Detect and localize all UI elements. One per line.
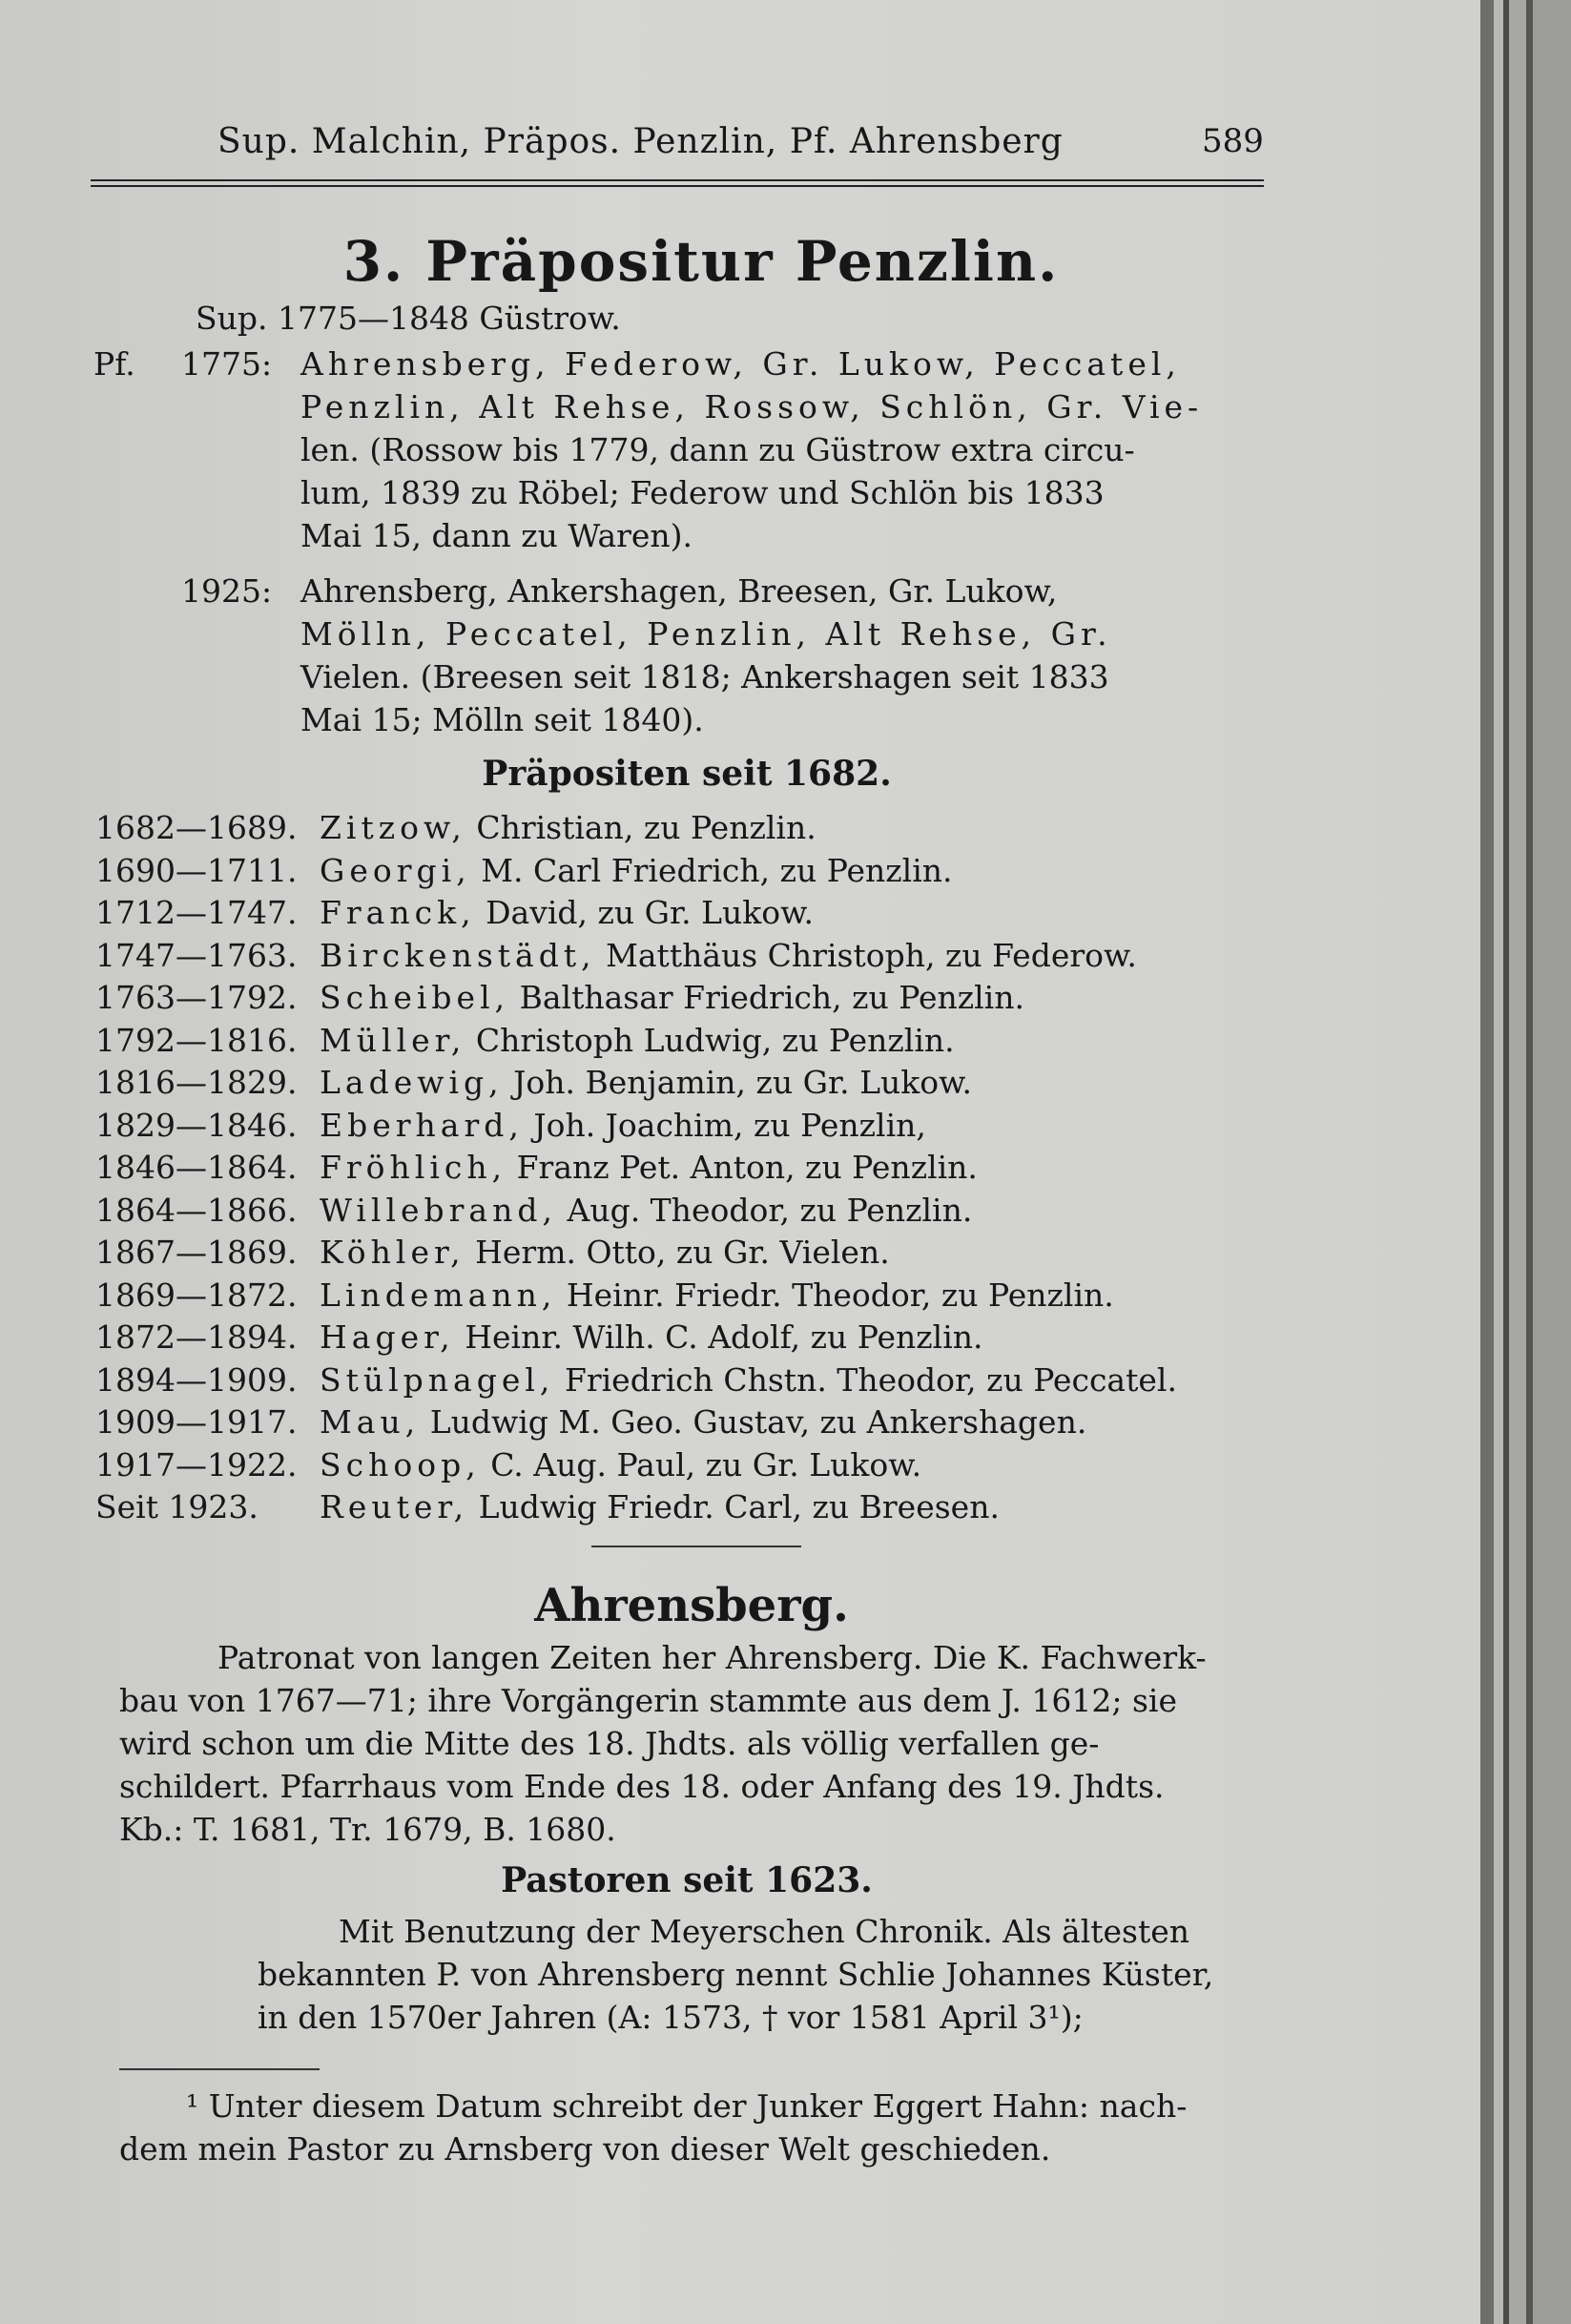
praepositen-entry [320, 1149, 978, 1186]
praepositen-years: 1690—1711. [95, 852, 298, 889]
praepositus-surname: Mau, [320, 1403, 421, 1441]
praepositus-surname: Hager, [320, 1318, 455, 1356]
pf-1775-line: len. (Rossow bis 1779, dann zu Güstrow extra circu- [300, 431, 1135, 468]
praepositus-details: Balthasar Friedrich, zu Penzlin. [519, 979, 1024, 1016]
praepositus-surname: Franck, [320, 894, 476, 931]
praepositen-years: 1682—1689. [95, 809, 298, 846]
praepositen-entry [320, 1064, 972, 1101]
praepositen-entry [320, 979, 1024, 1016]
footnote-line: ¹ Unter diesem Datum schreibt der Junker Eggert Hahn: nach- [186, 2087, 1188, 2125]
ahrensberg-heading: Ahrensberg. [534, 1579, 849, 1632]
praepositus-details: Matthäus Christoph, zu Federow. [606, 937, 1137, 974]
praepositen-heading: Präpositen seit 1682. [482, 754, 892, 794]
praepositen-entry [320, 1361, 1177, 1399]
pf-1775-line: Ahrensberg, Federow, Gr. Lukow, Peccatel, [300, 345, 1181, 383]
header-rule [91, 185, 1264, 187]
praepositus-details: Franz Pet. Anton, zu Penzlin. [516, 1149, 978, 1186]
pf-1925-line: Vielen. (Breesen seit 1818; Ankershagen seit 1833 [300, 658, 1109, 695]
ahrensberg-paragraph-line: Kb.: T. 1681, Tr. 1679, B. 1680. [119, 1811, 616, 1848]
praepositen-entry [320, 809, 817, 846]
pf-1925-line: Mölln, Peccatel, Penzlin, Alt Rehse, Gr. [300, 615, 1112, 653]
praepositus-details: Joh. Benjamin, zu Gr. Lukow. [513, 1064, 972, 1101]
praepositus-surname: Willebrand, [320, 1192, 557, 1229]
pastoren-paragraph-line: bekannten P. von Ahrensberg nennt Schlie Johannes Küster, [258, 1956, 1214, 1993]
praepositen-entry [320, 852, 953, 889]
praepositus-surname: Köhler, [320, 1234, 465, 1271]
praepositus-details: M. Carl Friedrich, zu Penzlin. [481, 852, 953, 889]
praepositus-details: Heinr. Friedr. Theodor, zu Penzlin. [566, 1276, 1114, 1314]
running-title: Sup. Malchin, Präpos. Penzlin, Pf. Ahrensberg [217, 122, 1064, 161]
praepositus-details: Ludwig M. Geo. Gustav, zu Ankershagen. [429, 1403, 1087, 1441]
page-edge [1494, 0, 1503, 2324]
praepositen-years: 1894—1909. [95, 1361, 298, 1399]
praepositen-years: 1846—1864. [95, 1149, 298, 1186]
praepositus-details: Friedrich Chstn. Theodor, zu Peccatel. [564, 1361, 1177, 1399]
praepositen-years: 1917—1922. [95, 1446, 298, 1484]
praepositen-entry [320, 1234, 890, 1271]
praepositen-years: 1763—1792. [95, 979, 298, 1016]
praepositen-years: Seit 1923. [95, 1488, 258, 1525]
praepositen-years: 1872—1894. [95, 1318, 298, 1356]
praepositus-details: Aug. Theodor, zu Penzlin. [567, 1192, 973, 1229]
ahrensberg-paragraph-line: schildert. Pfarrhaus vom Ende des 18. oder Anfang des 19. Jhdts. [119, 1768, 1165, 1805]
praepositus-details: Ludwig Friedr. Carl, zu Breesen. [478, 1488, 1000, 1525]
praepositen-entry [320, 894, 814, 931]
praepositus-surname: Stülpnagel, [320, 1361, 555, 1399]
ahrensberg-paragraph-line: bau von 1767—71; ihre Vorgängerin stammte aus dem J. 1612; sie [119, 1682, 1177, 1719]
praepositus-surname: Scheibel, [320, 979, 510, 1016]
section-divider [591, 1546, 801, 1547]
pastoren-heading: Pastoren seit 1623. [501, 1860, 873, 1900]
praepositus-details: Herm. Otto, zu Gr. Vielen. [475, 1234, 890, 1271]
praepositen-years: 1712—1747. [95, 894, 298, 931]
praepositus-surname: Schoop, [320, 1446, 481, 1484]
pf-1775-line: lum, 1839 zu Röbel; Federow und Schlön bis 1833 [300, 474, 1105, 511]
page-edge [1533, 0, 1571, 2324]
pastoren-paragraph-line: Mit Benutzung der Meyerschen Chronik. Als ältesten [339, 1913, 1190, 1950]
praepositen-years: 1869—1872. [95, 1276, 298, 1314]
pf-1775-line: Mai 15, dann zu Waren). [300, 517, 693, 554]
praepositus-surname: Lindemann, [320, 1276, 557, 1314]
praepositus-surname: Birckenstädt, [320, 937, 596, 974]
praepositen-entry [320, 1318, 983, 1356]
sup-line: Sup. 1775—1848 Güstrow. [196, 300, 621, 337]
pf-1925-year: 1925: [181, 572, 273, 610]
pf-1925-line: Ahrensberg, Ankershagen, Breesen, Gr. Lukow, [300, 572, 1058, 610]
praepositus-details: Heinr. Wilh. C. Adolf, zu Penzlin. [465, 1318, 983, 1356]
praepositus-details: Christian, zu Penzlin. [476, 809, 817, 846]
praepositen-years: 1867—1869. [95, 1234, 298, 1271]
page-edge [1509, 0, 1526, 2324]
ahrensberg-paragraph-line: wird schon um die Mitte des 18. Jhdts. als völlig verfallen ge- [119, 1725, 1100, 1762]
praepositen-entry [320, 1446, 921, 1484]
praepositus-surname: Fröhlich, [320, 1149, 507, 1186]
pastoren-paragraph-line: in den 1570er Jahren (A: 1573, † vor 1581 April 3¹); [258, 1999, 1084, 2036]
pf-1925-line: Mai 15; Mölln seit 1840). [300, 701, 704, 738]
praepositus-surname: Georgi, [320, 852, 471, 889]
praepositus-details: Christoph Ludwig, zu Penzlin. [475, 1022, 955, 1059]
ahrensberg-paragraph-line: Patronat von langen Zeiten her Ahrensberg. Die K. Fachwerk- [217, 1639, 1207, 1676]
praepositus-surname: Reuter, [320, 1488, 469, 1525]
praepositen-years: 1792—1816. [95, 1022, 298, 1059]
praepositus-details: David, zu Gr. Lukow. [486, 894, 814, 931]
pf-1775-year: 1775: [181, 345, 273, 383]
praepositen-entry [320, 1107, 926, 1144]
praepositen-years: 1816—1829. [95, 1064, 298, 1101]
footnote-rule [119, 2068, 320, 2070]
praepositen-entry [320, 1488, 1000, 1525]
praepositus-surname: Eberhard, [320, 1107, 524, 1144]
praepositen-entry [320, 1192, 972, 1229]
praepositus-surname: Ladewig, [320, 1064, 504, 1101]
praepositen-years: 1747—1763. [95, 937, 298, 974]
praepositen-entry [320, 1403, 1086, 1441]
praepositus-surname: Zitzow, [320, 809, 466, 846]
praepositus-details: Joh. Joachim, zu Penzlin, [533, 1107, 926, 1144]
page-edge [1480, 0, 1494, 2324]
praepositus-surname: Müller, [320, 1022, 466, 1059]
praepositen-years: 1864—1866. [95, 1192, 298, 1229]
pf-1775-line: Penzlin, Alt Rehse, Rossow, Schlön, Gr. Vie- [300, 388, 1204, 425]
praepositen-years: 1909—1917. [95, 1403, 298, 1441]
praepositen-years: 1829—1846. [95, 1107, 298, 1144]
page-number: 589 [1202, 122, 1264, 160]
section-title: 3. Präpositur Penzlin. [342, 229, 1060, 294]
pf-label: Pf. [93, 345, 135, 383]
header-rule [91, 179, 1264, 181]
page-edge [1526, 0, 1533, 2324]
praepositus-details: C. Aug. Paul, zu Gr. Lukow. [490, 1446, 922, 1484]
praepositen-entry [320, 1276, 1114, 1314]
praepositen-entry [320, 1022, 955, 1059]
footnote-line: dem mein Pastor zu Arnsberg von dieser Welt geschieden. [119, 2130, 1051, 2168]
praepositen-entry [320, 937, 1137, 974]
